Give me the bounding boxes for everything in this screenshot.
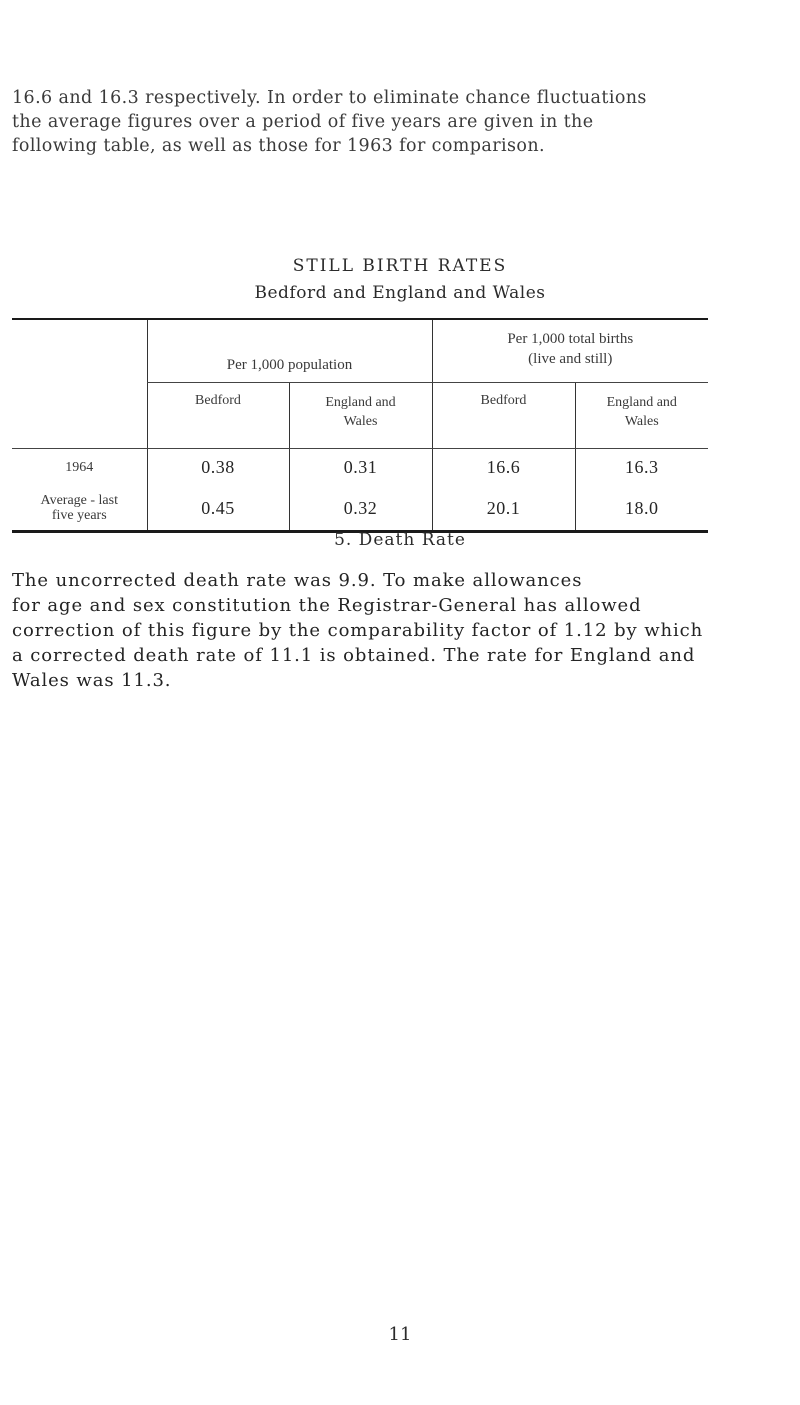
group-header-row	[12, 320, 708, 382]
sub-header-row	[12, 382, 708, 448]
subheader-bedford-population: Bedford	[147, 382, 289, 448]
subheader-england-wales-births: England and Wales	[575, 382, 708, 448]
intro-paragraph: 16.6 and 16.3 respectively. In order to eliminate chance fluctuations the average figures over a period of five years are given in the following table, as well as those for 1963 for comparison.	[12, 88, 647, 156]
row-label-average: Average - last five years	[40, 493, 118, 523]
subheader-bedford-births: Bedford	[432, 382, 575, 448]
table-title: STILL BIRTH RATES	[292, 256, 508, 276]
value-average-england-wales-population: 0.32	[289, 486, 432, 530]
section-heading-death-rate: 5. Death Rate	[334, 530, 466, 550]
table-row	[12, 448, 708, 486]
subheader-england-wales-population: England and Wales	[289, 382, 432, 448]
value-average-bedford-births: 20.1	[432, 486, 575, 530]
value-average-england-wales-births: 18.0	[575, 486, 708, 530]
value-1964-england-wales-population: 0.31	[289, 448, 432, 486]
row-label-1964: 1964	[65, 459, 94, 475]
still-birth-rates-table	[12, 318, 708, 533]
table-subtitle: Bedford and England and Wales	[254, 283, 546, 303]
death-rate-paragraph: The uncorrected death rate was 9.9. To make allowances for age and sex constitution the Registrar-General has allowed correction of this figure by the comparability factor of 1.12 by which a corrected death rate of 11.1 is obtained. The rate for England and Wales was 11.3.	[12, 570, 704, 691]
value-1964-bedford-population: 0.38	[147, 448, 289, 486]
value-1964-bedford-births: 16.6	[432, 448, 575, 486]
page-number: 11	[388, 1324, 412, 1345]
header-per-1000-population: Per 1,000 population	[147, 320, 432, 382]
value-average-bedford-population: 0.45	[147, 486, 289, 530]
value-1964-england-wales-births: 16.3	[575, 448, 708, 486]
header-per-1000-total-births: Per 1,000 total births (live and still)	[432, 320, 708, 382]
table-row	[12, 486, 708, 530]
